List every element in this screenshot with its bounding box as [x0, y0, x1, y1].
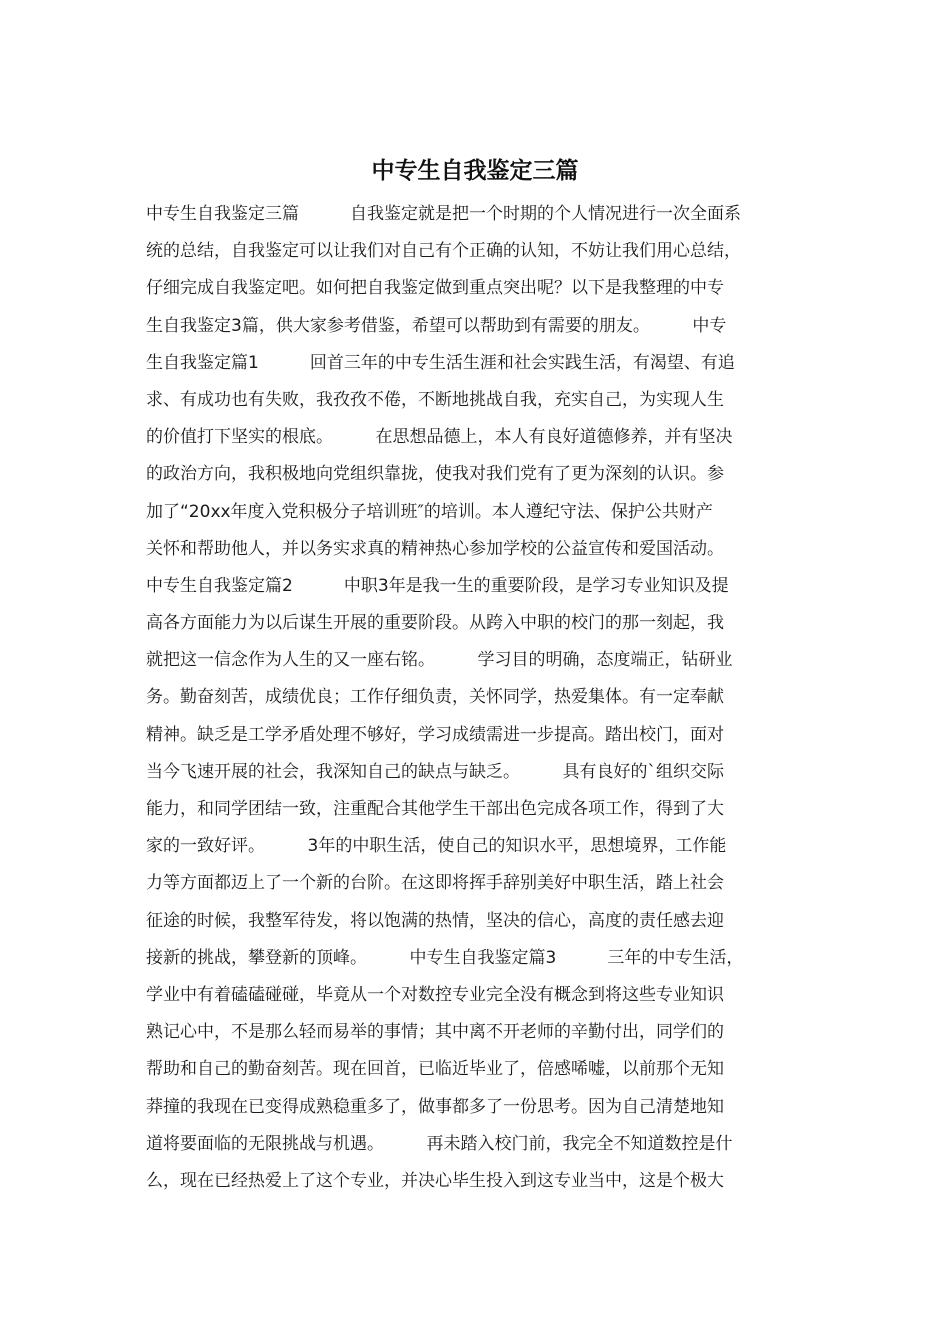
text-line: 中专生自我鉴定篇2 中职3年是我一生的重要阶段，是学习专业知识及提 [146, 575, 729, 596]
text-line: 求、有成功也有失败，我孜孜不倦，不断地挑战自我，充实自己，为实现人生 [146, 389, 724, 410]
text-line: 力等方面都迈上了一个新的台阶。在这即将挥手辞别美好中职生活，踏上社会 [146, 873, 724, 894]
text-line: 当今飞速开展的社会，我深知自己的缺点与缺乏。 具有良好的`组织交际 [146, 761, 724, 782]
text-line: 能力，和同学团结一致，注重配合其他学生干部出色完成各项工作，得到了大 [146, 799, 724, 819]
text-line: 帮助和自己的勤奋刻苦。现在回首，已临近毕业了，倍感唏嘘，以前那个无知 [146, 1059, 724, 1080]
text-line: 的政治方向，我积极地向党组织靠拢，使我对我们党有了更为深刻的认识。参 [146, 464, 724, 485]
document-body [146, 196, 826, 1200]
text-line: 么，现在已经热爱上了这个专业，并决心毕生投入到这专业当中，这是个极大 [146, 1170, 724, 1191]
text-line: 加了“20xx年度入党积极分子培训班″的培训。本人遵纪守法、保护公共财产 [146, 501, 713, 522]
text-line: 道将要面临的无限挑战与机遇。 再未踏入校门前，我完全不知道数控是什 [146, 1133, 733, 1154]
text-line: 征途的时候，我整军待发，将以饱满的热情，坚决的信心，高度的责任感去迎 [146, 910, 724, 931]
text-line: 生自我鉴定3篇，供大家参考借鉴，希望可以帮助到有需要的朋友。 中专 [146, 315, 727, 336]
text-line: 学业中有着磕磕碰碰，毕竟从一个对数控专业完全没有概念到将这些专业知识 [146, 984, 724, 1005]
text-line: 生自我鉴定篇1 回首三年的中专生活生涯和社会实践生活，有渴望、有追 [146, 352, 735, 373]
text-line: 高各方面能力为以后谋生开展的重要阶段。从跨入中职的校门的那一刻起，我 [146, 613, 724, 634]
text-line: 中专生自我鉴定三篇 自我鉴定就是把一个时期的个人情况进行一次全面系 [146, 204, 741, 224]
text-line: 就把这一信念作为人生的又一座右铭。 学习目的明确，态度端正，钻研业 [146, 650, 733, 671]
text-line: 熟记心中，不是那么轻而易举的事情；其中离不开老师的辛勤付出，同学们的 [146, 1022, 724, 1043]
text-line: 的价值打下坚实的根底。 在思想品德上，本人有良好道德修养，并有坚决 [146, 427, 733, 448]
text-line: 仔细完成自我鉴定吧。如何把自我鉴定做到重点突出呢？以下是我整理的中专 [146, 278, 724, 299]
text-line: 接新的挑战，攀登新的顶峰。 中专生自我鉴定篇3 三年的中专生活， [146, 947, 744, 968]
text-line: 统的总结，自我鉴定可以让我们对自己有个正确的认知，不妨让我们用心总结， [146, 241, 741, 262]
document-title: 中专生自我鉴定三篇 [371, 157, 579, 184]
text-line: 家的一致好评。 3年的中职生活，使自己的知识水平，思想境界，工作能 [146, 836, 727, 857]
text-line: 精神。缺乏是工学矛盾处理不够好，学习成绩需进一步提高。踏出校门，面对 [146, 724, 724, 745]
text-line: 关怀和帮助他人，并以务实求真的精神热心参加学校的公益宣传和爱国活动。 [146, 538, 724, 559]
text-line: 务。勤奋刻苦，成绩优良；工作仔细负责，关怀同学，热爱集体。有一定奉献 [146, 687, 724, 708]
text-line: 莽撞的我现在已变得成熟稳重多了，做事都多了一份思考。因为自己清楚地知 [146, 1096, 724, 1117]
